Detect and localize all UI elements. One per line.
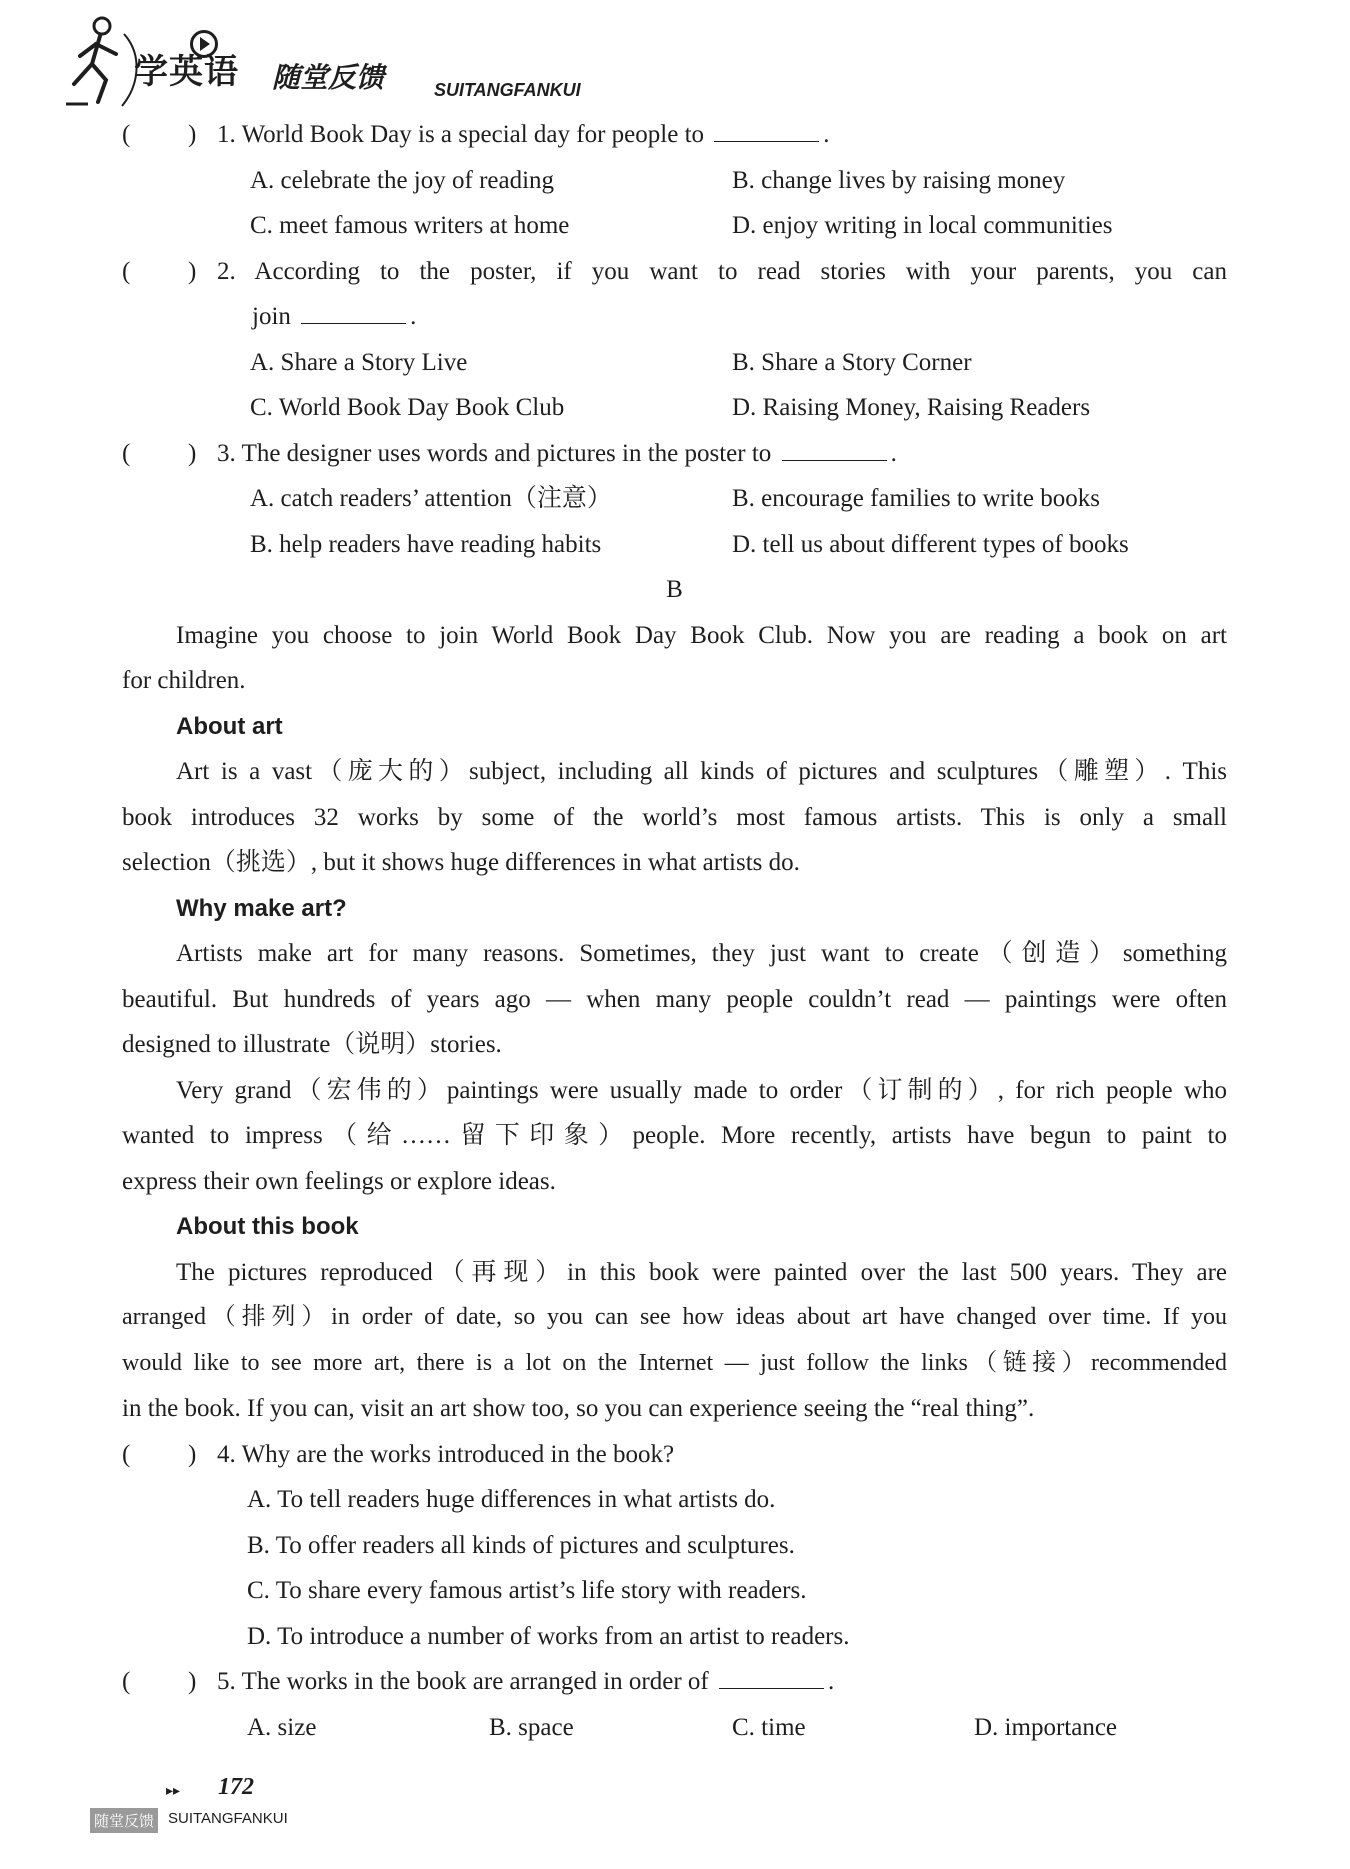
- answer-blank: [714, 115, 819, 142]
- footer-label-cn: 随堂反馈: [90, 1808, 158, 1833]
- option-row: [122, 340, 1227, 386]
- heading-about-book: About this book: [176, 1213, 359, 1240]
- option-b[interactable]: B. Share a Story Corner: [732, 348, 972, 376]
- paragraph-line: The pictures reproduced（再现）in this book were painted over the last 500 years. They are: [176, 1258, 1227, 1286]
- page-footer: [90, 1768, 390, 1838]
- answer-bracket[interactable]: ( ): [122, 121, 197, 148]
- question-stem: The designer uses words and pictures in the poster to: [241, 439, 772, 467]
- option-b[interactable]: B. encourage families to write books: [732, 485, 1100, 512]
- option-d[interactable]: D. enjoy writing in local communities: [732, 212, 1113, 239]
- paragraph-line: selection（挑选）, but it shows huge differences in what artists do.: [122, 849, 800, 876]
- option-row: [122, 158, 1227, 204]
- option-d[interactable]: D. To introduce a number of works from an artist to readers.: [247, 1622, 850, 1650]
- heading-why-make-art: Why make art?: [176, 894, 347, 922]
- paragraph-line: would like to see more art, there is a lot on the Internet — just follow the links（链接）recommended: [122, 1349, 1227, 1376]
- paragraph-line: Very grand（宏伟的）paintings were usually made to order（订制的）, for rich people who: [176, 1076, 1227, 1104]
- paragraph-line: designed to illustrate（说明）stories.: [122, 1031, 502, 1058]
- answer-bracket[interactable]: ( ): [122, 257, 197, 285]
- paragraph-line: Artists make art for many reasons. Sometimes, they just want to create（创造）something: [176, 940, 1227, 967]
- option-c[interactable]: C. World Book Day Book Club: [250, 394, 565, 421]
- paragraph-line: beautiful. But hundreds of years ago — when many people couldn’t read — paintings were often: [122, 985, 1227, 1013]
- question-3: ( ) 3. The designer uses words and pictures in the poster to .: [122, 431, 1227, 477]
- heading-about-art: About art: [176, 712, 283, 740]
- option-a[interactable]: A. size: [247, 1713, 317, 1741]
- option-row: [122, 1705, 1227, 1751]
- question-1: ( ) 1. World Book Day is a special day for people to .: [122, 112, 1227, 158]
- question-stem: Why are the works introduced in the book?: [241, 1440, 675, 1468]
- option-a[interactable]: A. catch readers’ attention（注意）: [250, 485, 612, 512]
- option-row: [122, 203, 1227, 249]
- answer-blank: [301, 297, 406, 324]
- question-4: ( ) 4. Why are the works introduced in the book?: [122, 1432, 1227, 1478]
- page-header: [62, 14, 581, 110]
- option-b[interactable]: B. To offer readers all kinds of pictures and sculptures.: [247, 1531, 795, 1559]
- paragraph-line: express their own feelings or explore ideas.: [122, 1167, 556, 1195]
- intro-line: for children.: [122, 667, 246, 694]
- option-row: [122, 385, 1227, 431]
- question-stem: The works in the book are arranged in order of: [241, 1668, 709, 1695]
- page-number: 172: [218, 1774, 254, 1800]
- option-b[interactable]: B. space: [489, 1713, 574, 1741]
- paragraph-line: wanted to impress（给……留下印象）people. More recently, artists have begun to paint to: [122, 1122, 1227, 1149]
- option-a[interactable]: A. celebrate the joy of reading: [250, 166, 555, 194]
- question-2: ( ) 2. According to the poster, if you want to read stories with your parents, you can: [122, 249, 1227, 295]
- option-c[interactable]: C. meet famous writers at home: [250, 212, 570, 239]
- answer-bracket[interactable]: ( ): [122, 439, 197, 467]
- option-c[interactable]: C. To share every famous artist’s life story with readers.: [247, 1577, 807, 1604]
- runner-logo-icon: [62, 14, 142, 110]
- question-2-cont: join .: [122, 294, 1227, 340]
- intro-line: Imagine you choose to join World Book Day Book Club. Now you are reading a book on art: [176, 621, 1227, 649]
- option-c[interactable]: B. help readers have reading habits: [250, 530, 602, 558]
- option-row: [122, 476, 1227, 522]
- option-d[interactable]: D. importance: [974, 1713, 1118, 1741]
- paragraph-line: Art is a vast（庞大的）subject, including all kinds of pictures and sculptures（雕塑）. This: [176, 758, 1227, 785]
- option-b[interactable]: B. change lives by raising money: [732, 166, 1066, 194]
- question-5: ( ) 5. The works in the book are arranged in order of .: [122, 1659, 1227, 1705]
- header-title: 学英语: [134, 52, 239, 92]
- answer-bracket[interactable]: ( ): [122, 1440, 197, 1468]
- header-subtitle-cn: 随堂反馈: [272, 61, 385, 94]
- paragraph-line: book introduces 32 works by some of the world’s most famous artists. This is only a small: [122, 803, 1227, 831]
- option-row: [122, 522, 1227, 568]
- footer-label-en: SUITANGFANKUI: [168, 1810, 288, 1827]
- paragraph-line: arranged（排列）in order of date, so you can see how ideas about art have changed over time. If you: [122, 1304, 1227, 1330]
- answer-bracket[interactable]: ( ): [122, 1668, 197, 1695]
- double-arrow-icon: ▸▸: [166, 1783, 181, 1799]
- answer-blank: [719, 1662, 824, 1689]
- page-content: [122, 112, 1227, 1750]
- option-d[interactable]: D. Raising Money, Raising Readers: [732, 394, 1091, 421]
- header-subtitle-en: SUITANGFANKUI: [434, 80, 581, 100]
- option-d[interactable]: D. tell us about different types of books: [732, 530, 1129, 558]
- question-stem: World Book Day is a special day for people to: [241, 121, 705, 148]
- section-label: B: [666, 576, 683, 603]
- answer-blank: [782, 434, 887, 461]
- question-stem: According to the poster, if you want to read stories with your parents, you can: [254, 257, 1227, 285]
- option-a[interactable]: A. Share a Story Live: [250, 348, 468, 376]
- paragraph-line: in the book. If you can, visit an art show too, so you can experience seeing the “real thing”.: [122, 1395, 1035, 1422]
- option-c[interactable]: C. time: [732, 1713, 806, 1741]
- option-a[interactable]: A. To tell readers huge differences in what artists do.: [247, 1486, 776, 1513]
